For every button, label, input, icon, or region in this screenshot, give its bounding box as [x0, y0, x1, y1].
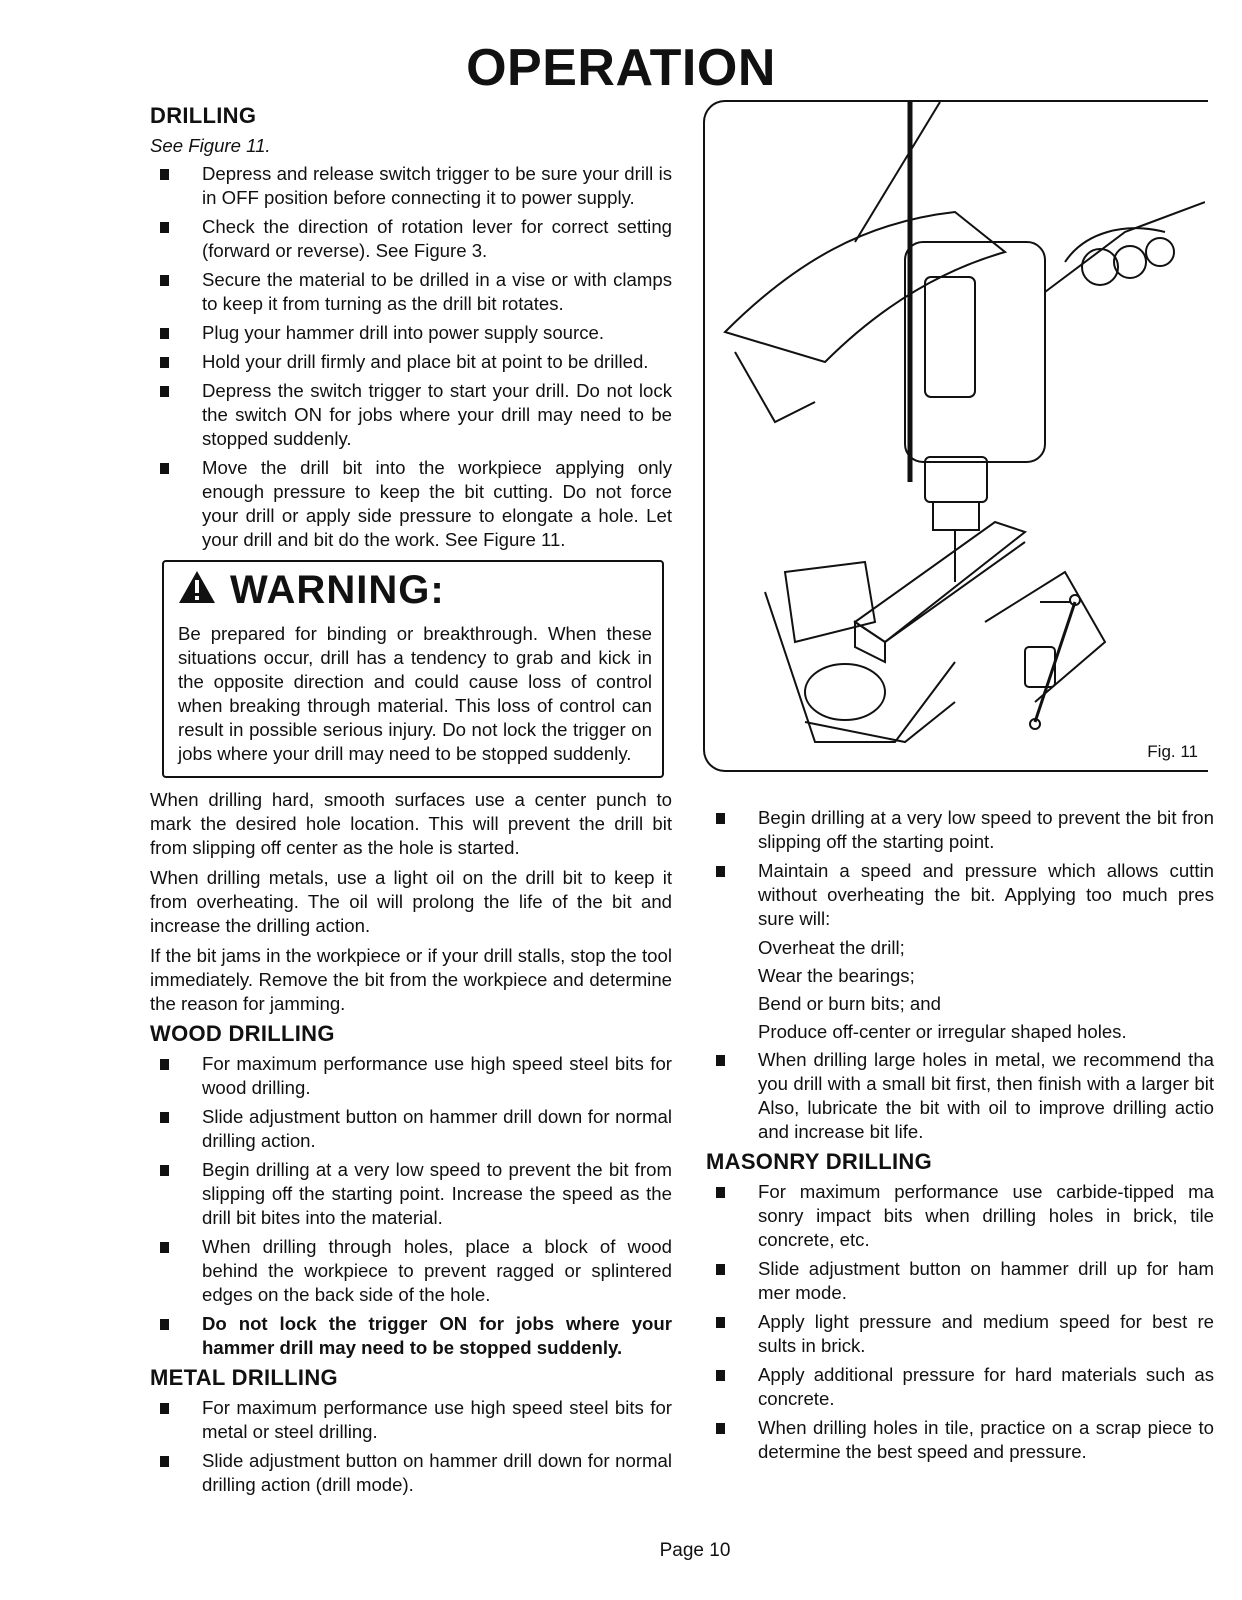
- list-item: Maintain a speed and pressure which allows cuttin without overheating the bit. Applying too much pres sure will:: [706, 859, 1214, 931]
- sub-item: Bend or burn bits; and: [758, 993, 941, 1014]
- metal-drilling-heading: METAL DRILLING: [150, 1365, 338, 1390]
- large-holes-list: [706, 1048, 1214, 1144]
- masonry-drilling-list: [706, 1180, 1214, 1464]
- list-item: Plug your hammer drill into power supply source.: [150, 321, 672, 345]
- list-item: Secure the material to be drilled in a vise or with clamps to keep it from turning as the drill bit rotates.: [150, 268, 672, 316]
- figure-11: [703, 100, 1208, 772]
- list-item: For maximum performance use carbide-tipped ma sonry impact bits when drilling holes in brick, tile concrete, etc.: [706, 1180, 1214, 1252]
- masonry-drilling-heading: MASONRY DRILLING: [706, 1149, 933, 1174]
- list-item: When drilling holes in tile, practice on a scrap piece to determine the best speed and pressure.: [706, 1416, 1214, 1464]
- list-item: When drilling through holes, place a block of wood behind the workpiece to prevent ragged or splintered edges on the back side of the hole.: [150, 1235, 672, 1307]
- list-item: Check the direction of rotation lever for correct setting (forward or reverse). See Figure 3.: [150, 215, 672, 263]
- drill-in-vise-illustration-icon: [705, 102, 1205, 770]
- paragraph: If the bit jams in the workpiece or if your drill stalls, stop the tool immediately. Remove the bit from the workpiece and determine the reason for jamming.: [150, 945, 672, 1014]
- list-item: Depress the switch trigger to start your drill. Do not lock the switch ON for jobs where your drill may need to be stopped suddenly.: [150, 379, 672, 451]
- drilling-steps: [150, 162, 672, 552]
- warning-box: [162, 560, 664, 778]
- list-item: Move the drill bit into the workpiece applying only enough pressure to keep the bit cutting. Do not force your drill or apply side pressure to elongate a hole. Let your drill and bit do the work. See Figure 11.: [150, 456, 672, 552]
- paragraph: When drilling metals, use a light oil on the drill bit to keep it from overheating. The oil will prolong the life of the bit and increase the drilling action.: [150, 867, 672, 936]
- list-item: Apply light pressure and medium speed for best re sults in brick.: [706, 1310, 1214, 1358]
- overpressure-effects: [758, 936, 1214, 1044]
- list-item: Do not lock the trigger ON for jobs where your hammer drill may need to be stopped suddenly.: [150, 1312, 672, 1360]
- list-item: Hold your drill firmly and place bit at point to be drilled.: [150, 350, 672, 374]
- wood-drilling-list: [150, 1052, 672, 1360]
- warning-title: WARNING:: [230, 568, 445, 612]
- paragraph: When drilling hard, smooth surfaces use a center punch to mark the desired hole location. This will prevent the drill bit from slipping off center as the hole is started.: [150, 789, 672, 858]
- list-item: For maximum performance use high speed steel bits for wood drilling.: [150, 1052, 672, 1100]
- sub-item: Wear the bearings;: [758, 965, 915, 986]
- page-number: Page 10: [659, 1540, 731, 1561]
- warning-triangle-icon: [178, 570, 216, 610]
- drilling-heading: DRILLING: [150, 103, 257, 128]
- list-item: Slide adjustment button on hammer drill up for ham mer mode.: [706, 1257, 1214, 1305]
- wood-drilling-heading: WOOD DRILLING: [150, 1021, 335, 1046]
- figure-label: Fig. 11: [1147, 742, 1198, 761]
- list-item: Slide adjustment button on hammer drill down for normal drilling action.: [150, 1105, 672, 1153]
- right-column: [706, 806, 1214, 1469]
- list-item: Slide adjustment button on hammer drill down for normal drilling action (drill mode).: [150, 1449, 672, 1497]
- list-item: Depress and release switch trigger to be sure your drill is in OFF position before connecting it to power supply.: [150, 162, 672, 210]
- left-column: [150, 98, 672, 1502]
- list-item: Apply additional pressure for hard materials such as concrete.: [706, 1363, 1214, 1411]
- sub-item: Produce off-center or irregular shaped holes.: [758, 1021, 1127, 1042]
- sub-item: Overheat the drill;: [758, 937, 905, 958]
- warning-text: Be prepared for binding or breakthrough. When these situations occur, drill has a tendency to grab and kick in the opposite direction and could cause loss of control when breaking through material. This loss of control can result in possible serious injury. Do not lock the trigger on jobs where your drill may need to be stopped suddenly.: [178, 623, 652, 764]
- page-title: OPERATION: [466, 39, 776, 97]
- list-item: When drilling large holes in metal, we recommend tha you drill with a small bit first, then finish with a larger bit Also, lubricate the bit with oil to improve drilling actio and increase bit life.: [706, 1048, 1214, 1144]
- metal-drilling-list: [150, 1396, 672, 1497]
- speed-tips-list: [706, 806, 1214, 931]
- see-figure-note: See Figure 11.: [150, 135, 271, 156]
- list-item: Begin drilling at a very low speed to prevent the bit from slipping off the starting point. Increase the speed as the drill bit bites into the material.: [150, 1158, 672, 1230]
- list-item: Begin drilling at a very low speed to prevent the bit fron slipping off the starting point.: [706, 806, 1214, 854]
- list-item: For maximum performance use high speed steel bits for metal or steel drilling.: [150, 1396, 672, 1444]
